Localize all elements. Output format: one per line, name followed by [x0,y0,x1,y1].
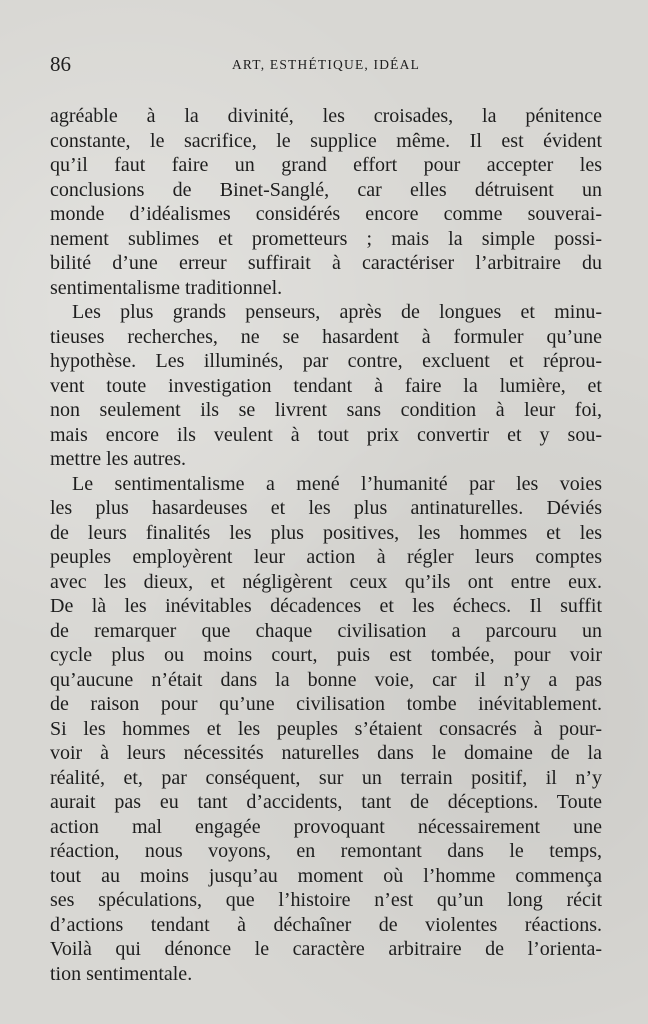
text-line: ses spéculations, que l’histoire n’est qu’un long récit [50,889,602,911]
text-line: qu’aucune n’était dans la bonne voie, car il n’y a pas [50,668,602,691]
text-line: conclusions de Binet-Sanglé, car elles détruisent un [50,178,602,201]
text-line: hypothèse. Les illuminés, par contre, excluent et réprou- [50,350,602,372]
text-line: constante, le sacrifice, le supplice même. Il est évident [50,129,602,152]
text-line: bilité d’une erreur suffirait à caractériser l’arbitraire du [50,252,602,274]
running-head: ART, ESTHÉTIQUE, IDÉAL [231,57,421,72]
text-line: voir à leurs nécessités naturelles dans le domaine de la [50,742,602,764]
text-line: vent toute investigation tendant à faire la lumière, et [50,374,602,397]
text-line: tout au moins jusqu’au moment où l’homme commença [50,864,602,887]
text-line: d’actions tendant à déchaîner de violentes réactions. [50,913,602,936]
text-line: cycle plus ou moins court, puis est tombée, pour voir [50,644,602,666]
text-line: Si les hommes et les peuples s’étaient consacrés à pour- [50,717,602,740]
text-line: monde d’idéalismes considérés encore comme souverai- [50,203,602,225]
text-line: non seulement ils se livrent sans condition à leur foi, [50,399,602,421]
text-line: de remarquer que chaque civilisation a parcouru un [50,619,602,642]
text-line: de raison pour qu’une civilisation tombe inévitablement. [50,693,602,715]
text-line: tieuses recherches, ne se hasardent à formuler qu’une [50,325,602,348]
text-line: mettre les autres. [50,448,187,470]
text-line: les plus hasardeuses et les plus antinaturelles. Déviés [50,497,602,519]
text-line: action mal engagée provoquant nécessairement une [50,815,602,838]
text-line: mais encore ils veulent à tout prix convertir et y sou- [50,423,602,446]
page-header [50,52,602,76]
text-line: aurait pas eu tant d’accidents, tant de déceptions. Toute [50,791,602,813]
text-line: Les plus grands penseurs, après de longues et minu- [72,301,602,323]
text-line: peuples employèrent leur action à régler leurs comptes [50,546,602,568]
text-line: avec les dieux, et négligèrent ceux qu’ils ont entre eux. [50,570,602,593]
text-line: qu’il faut faire un grand effort pour accepter les [50,154,602,176]
text-line: nement sublimes et prometteurs ; mais la simple possi- [50,227,602,250]
text-line: Voilà qui dénonce le caractère arbitraire de l’orienta- [50,938,602,960]
text-line: de leurs finalités les plus positives, les hommes et les [50,521,602,544]
text-line: De là les inévitables décadences et les échecs. Il suffit [50,595,602,617]
text-line: tion sentimentale. [50,962,193,985]
page-number: 86 [50,52,71,76]
text-line: réalité, et, par conséquent, sur un terrain positif, il n’y [50,766,602,789]
text-line: sentimentalisme traditionnel. [50,276,283,299]
body-text [50,104,602,986]
text-line: réaction, nous voyons, en remontant dans le temps, [50,840,602,862]
text-line: Le sentimentalisme a mené l’humanité par les voies [72,472,602,495]
text-line: agréable à la divinité, les croisades, la pénitence [50,105,602,127]
